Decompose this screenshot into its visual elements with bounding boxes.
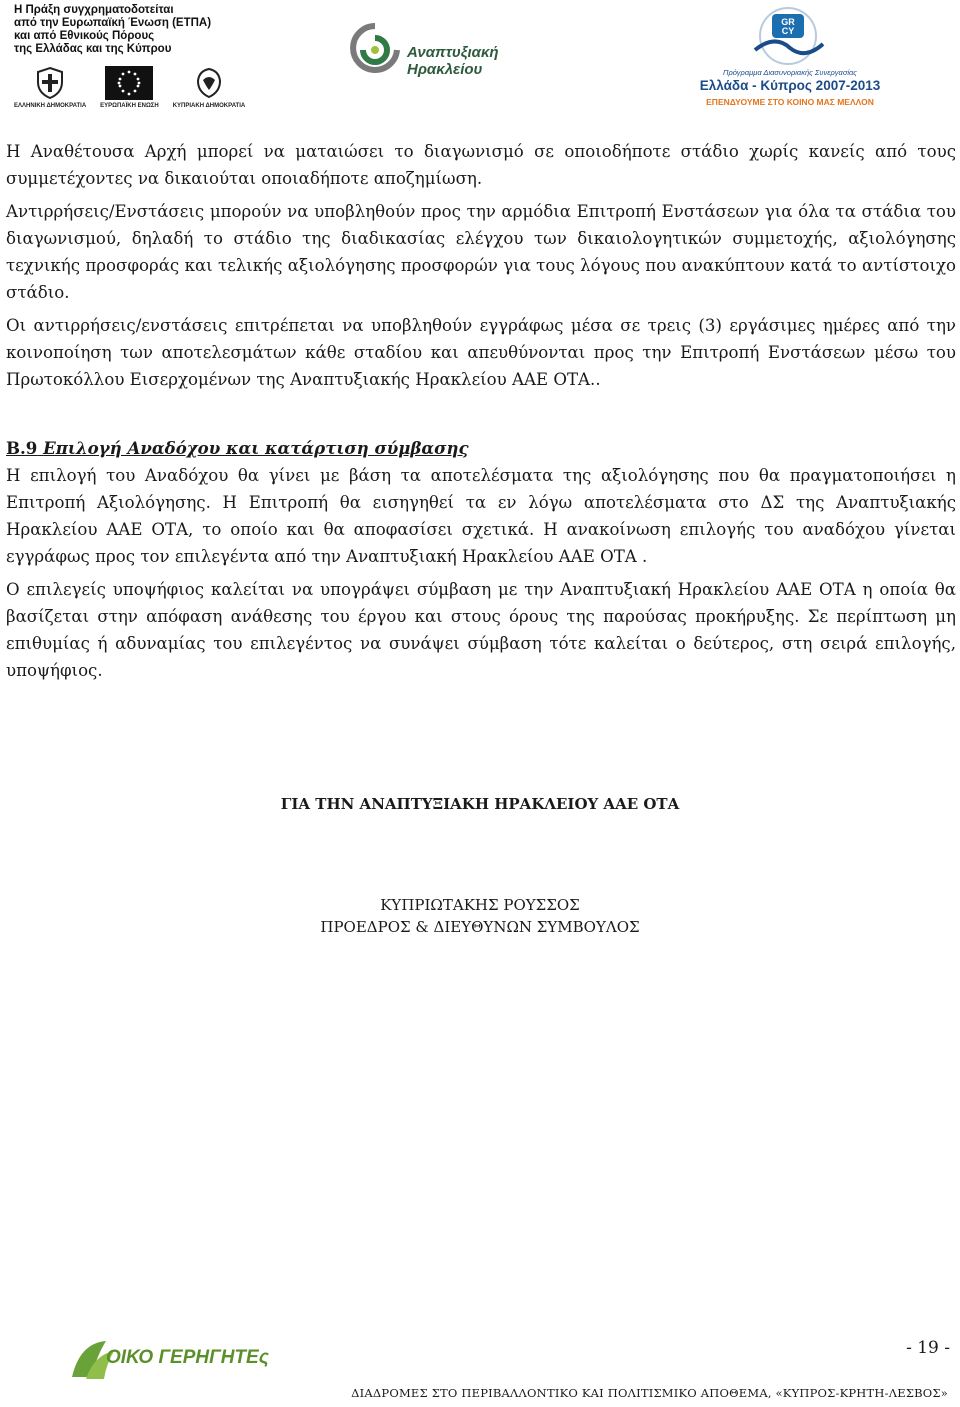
org-logo-text: Αναπτυξιακή Ηρακλείου (407, 44, 499, 78)
org-logo-icon (345, 20, 405, 80)
section-title: Επιλογή Αναδόχου και κατάρτιση σύμβασης (43, 438, 469, 458)
funding-line: και από Εθνικούς Πόρους (14, 30, 155, 42)
program-logo-icon (695, 4, 885, 68)
program-logo (695, 4, 885, 114)
program-badge: GR CY (781, 17, 795, 36)
paragraph: Οι αντιρρήσεις/ενστάσεις επιτρέπεται να υποβληθούν εγγράφως μέσα σε τρεις (3) εργάσιμες ημέρες από την κοινοποίηση των αποτελεσμάτων κάθε σταδίου και απευθύνονται προς την Επιτροπή Ενστάσεων μέσω του Πρωτοκόλλου Εισερχομένων της Αναπτυξιακής Ηρακλείου ΑΑΕ ΟΤΑ.. (6, 316, 956, 389)
funding-line: από την Ευρωπαϊκή Ένωση (ΕΤΠΑ) (14, 17, 212, 29)
footer-logo (66, 1333, 269, 1385)
funding-notice (14, 4, 246, 109)
paragraph: Αντιρρήσεις/Ενστάσεις μπορούν να υποβληθούν προς την αρμόδια Επιτροπή Ενστάσεων για όλα τα στάδια του διαγωνισμού, δηλαδή το στάδιο της διαδικασίας ελέγχου των δικαιολογητικών συμμετοχής, αξιολόγησης τεχνικής προσφοράς και τελικής αξιολόγησης προσφορών για τους λόγους που ανακύπτουν κατά το αντίστοιχο στάδιο. (6, 202, 956, 302)
flag-label: ΚΥΠΡΙΑΚΗ ΔΗΜΟΚΡΑΤΙΑ (172, 103, 246, 109)
paragraph: Ο επιλεγείς υποψήφιος καλείται να υπογράψει σύμβαση με την Αναπτυξιακή Ηρακλείου ΑΑΕ ΟΤΑ η οποία θα βασίζεται στην απόφαση ανάθεσης του έργου και στους όρους της παρούσας προκήρυξης. Σε περίπτωση μη επιθυμίας ή αδυναμίας του επιλεγέντος να συνάψει σύμβαση τότε καλείται ο δεύτερος, στη σειρά επιλογής, υποψήφιος. (6, 580, 956, 680)
footer-project-title: ΔΙΑΔΡΟΜΕΣ ΣΤΟ ΠΕΡΙΒΑΛΛΟΝΤΙΚΟ ΚΑΙ ΠΟΛΙΤΙΣΜΙΚΟ ΑΠΟΘΕΜΑ, «ΚΥΠΡΟΣ-ΚΡΗΤΗ-ΛΕΣΒΟΣ» (351, 1386, 948, 1400)
document-body (6, 138, 956, 684)
signoff-block (0, 894, 960, 938)
flag-label: ΕΛΛΗΝΙΚΗ ΔΗΜΟΚΡΑΤΙΑ (14, 103, 87, 109)
section-number: Β.9 (6, 438, 38, 458)
page-header (0, 0, 960, 120)
org-logo (345, 20, 565, 80)
flag-label: ΕΥΡΩΠΑΪΚΗ ΕΝΩΣΗ (100, 103, 159, 109)
greek-emblem (14, 66, 86, 109)
program-line3: ΕΠΕΝΔΥΟΥΜΕ ΣΤΟ ΚΟΙΝΟ ΜΑΣ ΜΕΛΛΟΝ (706, 97, 874, 107)
page-number: - 19 - (906, 1338, 950, 1358)
cyprus-emblem-icon (192, 66, 226, 100)
eu-flag-icon (105, 66, 153, 100)
funding-line: της Ελλάδας και της Κύπρου (14, 43, 172, 55)
funding-line: Η Πράξη συγχρηματοδοτείται (14, 4, 174, 16)
cyprus-emblem (173, 66, 245, 109)
flags-row (14, 66, 246, 109)
paragraph: Η επιλογή του Αναδόχου θα γίνει με βάση τα αποτελέσματα της αξιολόγησης που θα πραγματοποιήσει η Επιτροπή Αξιολόγησης. Η Επιτροπή θα εισηγηθεί τα εν λόγω αποτελέσματα στο ΔΣ της Αναπτυξιακής Ηρακλείου ΑΑΕ ΟΤΑ, το οποίο και θα αποφασίσει σχετικά. Η ανακοίνωση επιλογής του αναδόχου γίνεται εγγράφως προς τον επιλεγέντα από την Αναπτυξιακή Ηρακλείου ΑΑΕ ΟΤΑ . (6, 466, 956, 566)
signatory-title: ΠΡΟΕΔΡΟΣ & ΔΙΕΥΘΥΝΩΝ ΣΥΜΒΟΥΛΟΣ (320, 918, 640, 936)
footer-logo-text: ΟΙΚΟ ΓΕΡΗΓΗΤΕς (106, 1347, 269, 1368)
signoff-org: ΓΙΑ ΤΗΝ ΑΝΑΠΤΥΞΙΑΚΗ ΗΡΑΚΛΕΙΟΥ ΑΑΕ ΟΤΑ (280, 795, 680, 813)
eu-flag (100, 66, 159, 109)
section-heading (6, 435, 956, 462)
program-line1: Πρόγραμμα Διασυνοριακής Συνεργασίας (723, 68, 857, 77)
greek-emblem-icon (33, 66, 67, 100)
paragraph: Η Αναθέτουσα Αρχή μπορεί να ματαιώσει το διαγωνισμό σε οποιοδήποτε στάδιο χωρίς κανείς από τους συμμετέχοντες να δικαιούται οποιαδήποτε αποζημίωση. (6, 142, 956, 188)
program-line2: Ελλάδα - Κύπρος 2007-2013 (699, 78, 881, 93)
signatory-name: ΚΥΠΡΙΩΤΑΚΗΣ ΡΟΥΣΣΟΣ (380, 896, 580, 914)
